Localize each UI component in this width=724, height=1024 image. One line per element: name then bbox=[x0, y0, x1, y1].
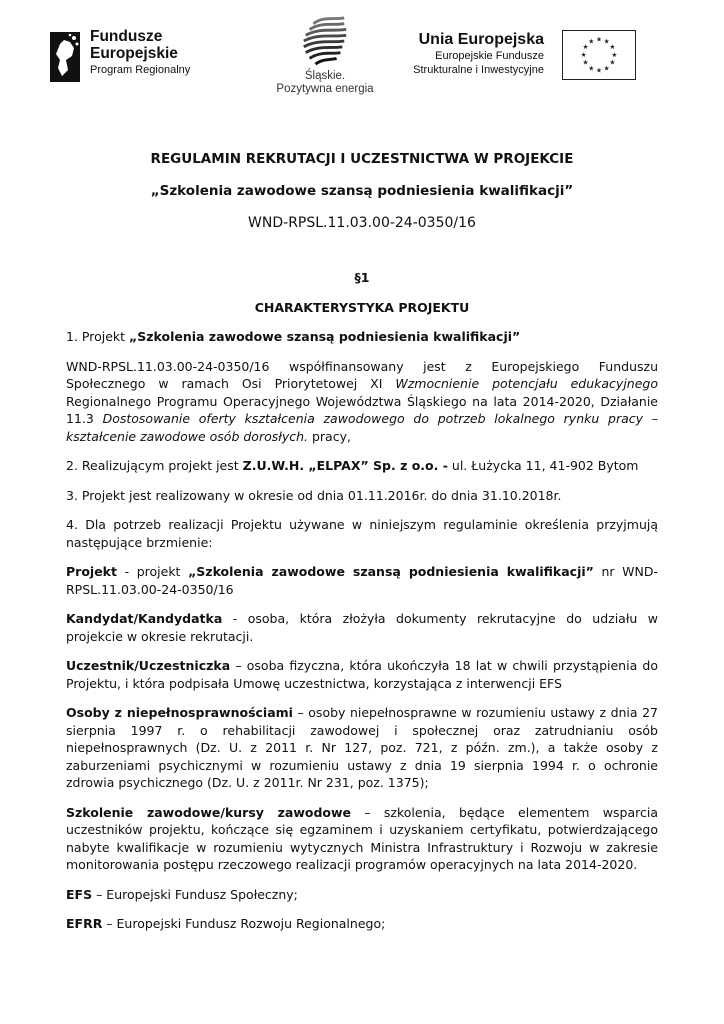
svg-text:★: ★ bbox=[609, 43, 616, 52]
section-number: §1 bbox=[354, 270, 370, 285]
def-projekt-name: „Szkolenia zawodowe szansą podniesienia kwalifikacji” bbox=[188, 564, 594, 579]
para2-prefix: 2. Realizującym projekt jest bbox=[66, 458, 243, 473]
svg-text:★: ★ bbox=[603, 37, 610, 46]
eu-flag-icon bbox=[562, 30, 636, 80]
definition-projekt bbox=[66, 563, 658, 598]
definition-niepelnosprawni bbox=[66, 704, 658, 792]
para1-italic-b: Dostosowanie oferty kształcenia zawodowego do potrzeb lokalnego rynku pracy – kształcenie zawodowe osób dorosłych. bbox=[66, 411, 659, 444]
svg-text:★: ★ bbox=[611, 50, 618, 59]
svg-text:★: ★ bbox=[609, 58, 616, 67]
para1-italic-a: Wzmocnienie potencjału edukacyjnego bbox=[395, 376, 658, 391]
para2-org: Z.U.W.H. „ELPAX” Sp. z o.o. - bbox=[242, 458, 448, 473]
def-niepelnosprawni-term: Osoby z niepełnosprawnościami bbox=[66, 705, 293, 720]
ue-line3: Strukturalne i Inwestycyjne bbox=[413, 64, 544, 76]
fundusze-europejskie-mark-icon bbox=[48, 30, 82, 84]
document-title: REGULAMIN REKRUTACJI I UCZESTNICTWA W PROJEKCIE bbox=[150, 151, 574, 167]
def-efrr-text: – Europejski Fundusz Rozwoju Regionalnego; bbox=[102, 916, 386, 931]
def-efs-term: EFS bbox=[66, 886, 93, 902]
def-efs-text: – Europejski Fundusz Społeczny; bbox=[92, 886, 298, 902]
def-szkolenie-text: – szkolenia, będące elementem wsparcia uczestników projektu, kończące się egzaminem i uzyskaniem certyfikatu, potwierdzającego nabyte kwalifikacje w rozumieniu wytycznych Ministra Infrastruktury i Rozwoju w zakresie monitorowania postępu rzeczowego realizacji programów operacyjnych na lata 2014-2020. bbox=[66, 804, 658, 872]
def-uczestnik-text: – osoba fizyczna, która ukończyła 18 lat w chwili przystąpienia do Projektu, i która podpisała Umowę uczestnictwa, korzystająca z interwencji EFS bbox=[66, 658, 658, 691]
svg-text:★: ★ bbox=[603, 64, 610, 73]
svg-text:★: ★ bbox=[588, 64, 595, 73]
slaskie-logo bbox=[270, 16, 380, 100]
para1-text-b: Regionalnego Programu Operacyjnego Województwa Śląskiego na lata 2014-2020, Działanie 11.3 bbox=[66, 393, 658, 426]
definition-kandydat bbox=[66, 610, 658, 645]
ue-line1: Unia Europejska bbox=[418, 31, 544, 48]
para2-address: ul. Łużycka 11, 41-902 Bytom bbox=[447, 458, 639, 473]
fe-line3: Program Regionalny bbox=[90, 64, 191, 76]
def-kandydat-term: Kandydat/Kandydatka bbox=[66, 611, 223, 626]
document-body bbox=[66, 150, 658, 933]
unia-europejska-logo bbox=[400, 30, 636, 86]
def-niepelnosprawni-text: – osoby niepełnosprawne w rozumieniu ustawy z dnia 27 sierpnia 1997 r. o rehabilitacji zawodowej i społecznej oraz zatrudnianiu osób niepełnosprawnych (Dz. U. z 2011 r. Nr 127, poz. 721, z późn. zm.), a także osoby z zaburzeniami psychicznymi w rozumieniu ustawy z dnia 19 sierpnia 1994 r. o ochronie zdrowia psychicznego (Dz. U. z 2011r. Nr 231, poz. 1375); bbox=[66, 705, 658, 790]
paragraph-1-body bbox=[66, 358, 658, 446]
slaskie-waves-icon bbox=[295, 16, 355, 68]
fundusze-europejskie-logo bbox=[48, 26, 208, 90]
fundusze-europejskie-text bbox=[90, 28, 190, 78]
definition-efrr bbox=[66, 915, 658, 933]
svg-text:★: ★ bbox=[595, 66, 603, 75]
project-name-heading: „Szkolenia zawodowe szansą podniesienia kwalifikacji” bbox=[150, 183, 574, 199]
slaskie-line2: Pozytywna energia bbox=[276, 83, 374, 95]
def-projekt-term: Projekt bbox=[66, 564, 117, 579]
section-title: CHARAKTERYSTYKA PROJEKTU bbox=[254, 300, 470, 315]
para1-text-c: pracy, bbox=[308, 428, 351, 444]
para1-project-name: „Szkolenia zawodowe szansą podniesienia kwalifikacji” bbox=[129, 329, 521, 344]
paragraph-2 bbox=[66, 457, 658, 475]
def-projekt-text-b: nr WND-RPSL.11.03.00-24-0350/16 bbox=[66, 564, 658, 597]
para1-prefix: 1. Projekt bbox=[66, 329, 130, 344]
slaskie-line1: Śląskie. bbox=[304, 70, 346, 82]
paragraph-1-heading bbox=[66, 328, 658, 346]
definition-uczestnik bbox=[66, 657, 658, 692]
unia-europejska-text bbox=[413, 30, 544, 77]
fe-line1: Fundusze bbox=[90, 28, 163, 45]
def-efrr-term: EFRR bbox=[66, 916, 103, 931]
fe-line2: Europejskie bbox=[90, 45, 178, 62]
project-number-heading: WND-RPSL.11.03.00-24-0350/16 bbox=[248, 215, 476, 231]
svg-text:★: ★ bbox=[582, 43, 589, 52]
svg-text:★: ★ bbox=[582, 58, 589, 67]
ue-line2: Europejskie Fundusze bbox=[435, 50, 544, 62]
def-kandydat-text: - osoba, która złożyła dokumenty rekrutacyjne do udziału w projekcie w okresie rekrutacji. bbox=[66, 611, 658, 644]
paragraph-4: 4. Dla potrzeb realizacji Projektu używane w niniejszym regulaminie określenia przyjmują następujące brzmienie: bbox=[66, 517, 658, 550]
svg-text:★: ★ bbox=[580, 50, 587, 59]
paragraph-3: 3. Projekt jest realizowany w okresie od dnia 01.11.2016r. do dnia 31.10.2018r. bbox=[66, 487, 562, 503]
def-projekt-text-a: - projekt bbox=[116, 564, 189, 579]
para1-text-a: WND-RPSL.11.03.00-24-0350/16 współfinansowany jest z Europejskiego Funduszu Społecznego w ramach Osi Priorytetowej XI bbox=[66, 358, 658, 391]
svg-text:★: ★ bbox=[588, 37, 595, 46]
svg-text:★: ★ bbox=[595, 35, 603, 44]
definition-efs bbox=[66, 886, 658, 904]
def-uczestnik-term: Uczestnik/Uczestniczka bbox=[66, 658, 231, 673]
definition-szkolenie bbox=[66, 804, 658, 874]
logo-bar bbox=[0, 0, 724, 110]
def-szkolenie-term: Szkolenie zawodowe/kursy zawodowe bbox=[66, 804, 352, 820]
